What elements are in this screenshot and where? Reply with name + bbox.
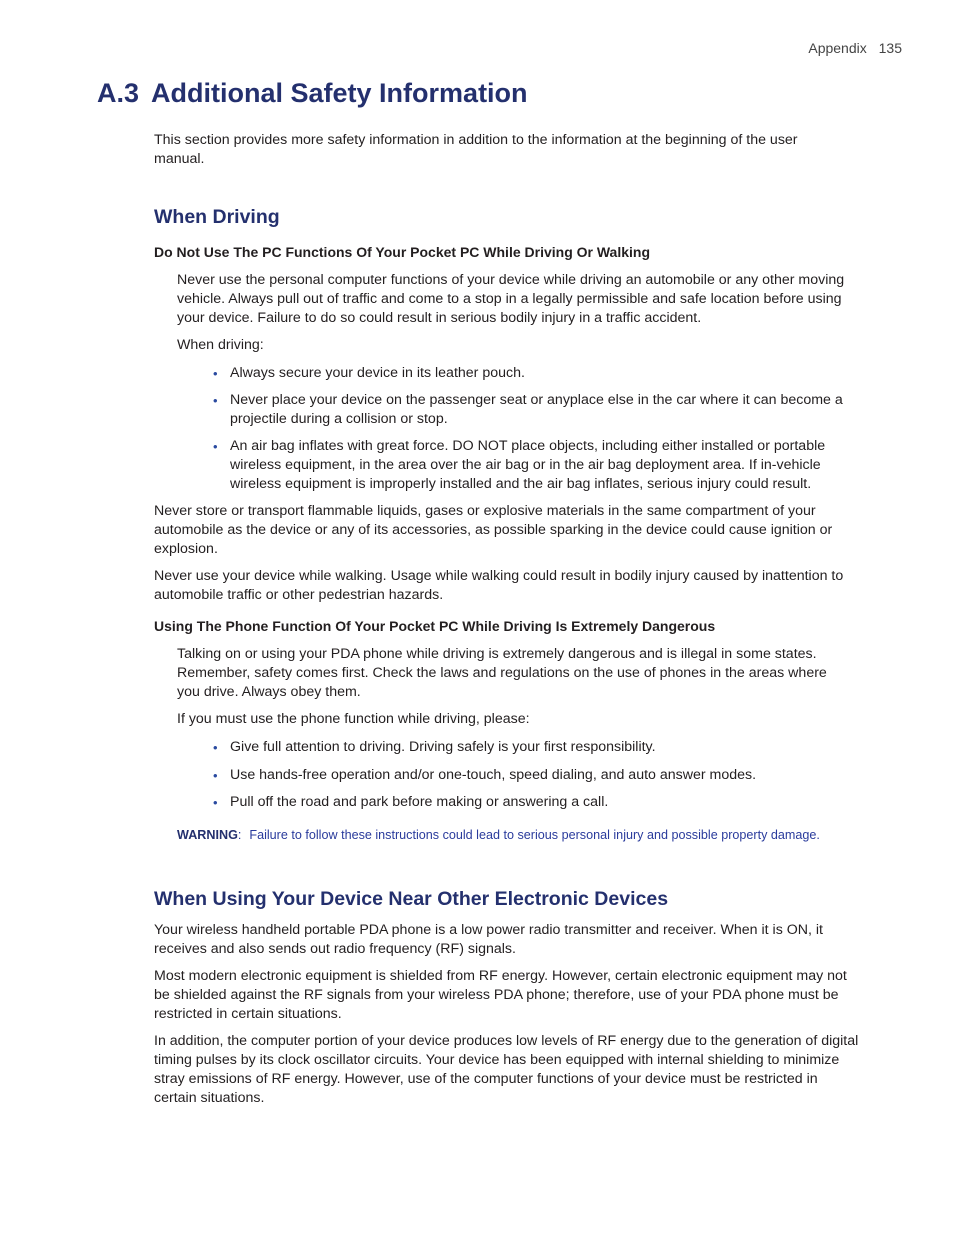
bullet-icon: • xyxy=(213,768,218,783)
list-item: • Use hands-free operation and/or one-touch, speed dialing, and auto answer modes. xyxy=(213,767,757,783)
lead-if-you-must: If you must use the phone function while driving, please: xyxy=(177,711,530,727)
bullet-icon: • xyxy=(213,795,218,810)
subheading-phone-function: Using The Phone Function Of Your Pocket PC While Driving Is Extremely Dangerous xyxy=(154,618,716,634)
section-heading-electronic: When Using Your Device Near Other Electronic Devices xyxy=(154,888,669,910)
phone-bullet-list xyxy=(213,793,863,812)
subheading-pc-functions: Do Not Use The PC Functions Of Your Pocket PC While Driving Or Walking xyxy=(154,244,651,260)
running-head xyxy=(808,40,902,56)
list-item: • Give full attention to driving. Driving safely is your first responsibility. xyxy=(213,739,656,755)
chapter-number: A.3 xyxy=(97,78,140,108)
page-title xyxy=(97,78,528,109)
paragraph-phone-function: Talking on or using your PDA phone while driving is extremely dangerous and is illegal in some states. Remember, safety comes first. Check the laws and regulations on the use of phones in the areas where you drive. Always obey them. xyxy=(177,646,827,700)
bullet-icon: • xyxy=(213,393,218,408)
paragraph-flammable: Never store or transport flammable liquids, gases or explosive materials in the same compartment of your automobile as the device or any of its accessories, as possible sparking in the device could cause ignition or explosion. xyxy=(154,503,833,557)
driving-bullet-list xyxy=(213,437,863,494)
paragraph-rf-shielding: Most modern electronic equipment is shielded from RF energy. However, certain electronic equipment may not be shielded against the RF signals from your wireless PDA phone; therefore, use of your PDA phone must be restricted in certain situations. xyxy=(154,968,847,1022)
phone-bullet-list xyxy=(213,766,863,785)
lead-when-driving: When driving: xyxy=(177,337,264,353)
intro-paragraph: This section provides more safety information in addition to the information at the beginning of the user manual. xyxy=(154,132,798,167)
list-item: • Pull off the road and park before making or answering a call. xyxy=(213,794,609,810)
driving-bullet-list xyxy=(213,364,863,383)
driving-bullet-list xyxy=(213,391,863,429)
phone-bullet-list xyxy=(213,738,863,757)
list-item: • An air bag inflates with great force. DO NOT place objects, including either installed or portable wireless equipment, in the area over the air bag or in the air bag deployment area. If in-vehicle wireless equipment is improperly installed and the air bag inflates, serious injury could result. xyxy=(213,438,826,492)
page-number: 135 xyxy=(878,40,902,56)
list-item: • Always secure your device in its leather pouch. xyxy=(213,365,525,381)
paragraph-walking: Never use your device while walking. Usage while walking could result in bodily injury caused by inattention to automobile traffic or other pedestrian hazards. xyxy=(154,568,844,603)
paragraph-rf-computer: In addition, the computer portion of your device produces low levels of RF energy due to the generation of digital timing pulses by its clock oscillator circuits. Your device has been equipped with internal shielding to minimize stray emissions of RF energy. However, use of the computer functions of your device must be restricted in certain situations. xyxy=(154,1033,859,1106)
bullet-icon: • xyxy=(213,439,218,454)
list-item: • Never place your device on the passenger seat or anyplace else in the car where it can become a projectile during a collision or stop. xyxy=(213,392,843,427)
running-head-section: Appendix xyxy=(808,40,867,56)
warning-label: WARNING xyxy=(177,828,238,842)
bullet-icon: • xyxy=(213,366,218,381)
chapter-title-text: Additional Safety Information xyxy=(151,78,528,108)
paragraph-rf-transmitter: Your wireless handheld portable PDA phone is a low power radio transmitter and receiver. When it is ON, it receives and also sends out radio frequency (RF) signals. xyxy=(154,922,823,957)
warning-note: WARNING: Failure to follow these instructions could lead to serious personal injury and possible property damage. xyxy=(177,828,820,842)
paragraph-pc-functions: Never use the personal computer functions of your device while driving an automobile or any other moving vehicle. Always pull out of traffic and come to a stop in a legally permissible and safe location before using your device. Failure to do so could result in serious bodily injury in a traffic accident. xyxy=(177,272,845,326)
section-heading-driving: When Driving xyxy=(154,206,280,228)
warning-text: Failure to follow these instructions could lead to serious personal injury and possible property damage. xyxy=(249,828,820,842)
bullet-icon: • xyxy=(213,740,218,755)
